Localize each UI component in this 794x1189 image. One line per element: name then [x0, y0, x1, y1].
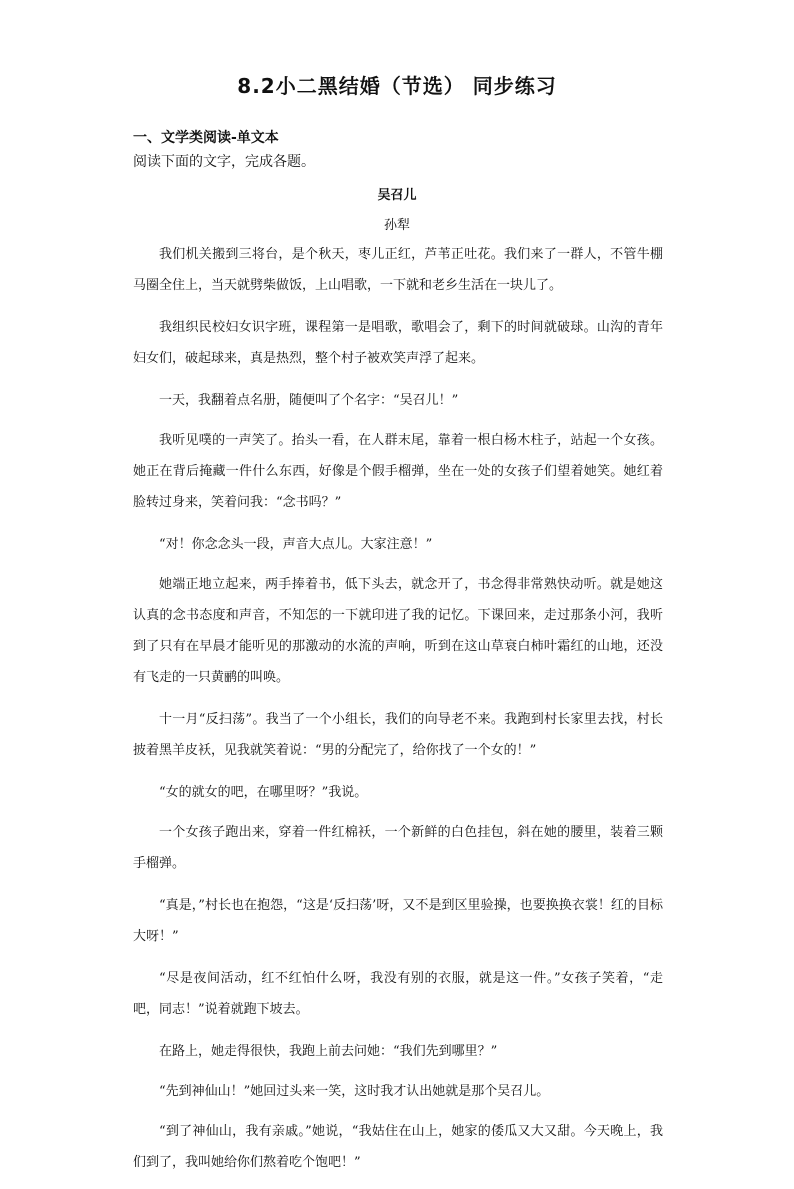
paragraph: 我听见噗的一声笑了。抬头一看，在人群末尾，靠着一根白杨木柱子，站起一个女孩。她正在背后掩藏一件什么东西，好像是个假手榴弹，坐在一处的女孩子们望着她笑。她红着脸转过身来，笑着问我：“念书吗？”: [133, 433, 663, 510]
paragraph: “先到神仙山！”她回过头来一笑，这时我才认出她就是那个吴召儿。: [159, 1084, 550, 1099]
paragraph: 一天，我翻着点名册，随便叫了个名字：“吴召儿！”: [159, 393, 459, 408]
paragraph: 我们机关搬到三将台，是个秋天，枣儿正红，芦苇正吐花。我们来了一群人，不管牛棚马圈全住上，当天就劈柴做饭，上山唱歌，一下就和老乡生活在一块儿了。: [133, 247, 663, 293]
paragraph: 在路上，她走得很快，我跑上前去问她：“我们先到哪里？”: [159, 1044, 498, 1059]
section-heading: 一、文学类阅读-单文本: [133, 130, 279, 146]
instruction-text: 阅读下面的文字，完成各题。: [133, 154, 315, 170]
paragraph: 我组织民校妇女识字班，课程第一是唱歌，歌唱会了，剩下的时间就破球。山沟的青年妇女们，破起球来，真是热烈，整个村子被欢笑声浮了起来。: [133, 320, 663, 366]
paragraph: 一个女孩子跑出来，穿着一件红棉袄，一个新鲜的白色挂包，斜在她的腰里，装着三颗手榴弹。: [133, 825, 663, 871]
document-title: 8.2小二黑结婚（节选） 同步练习: [237, 74, 557, 98]
paragraph: 她端正地立起来，两手捧着书，低下头去，就念开了，书念得非常熟快动听。就是她这认真的念书态度和声音，不知怎的一下就印进了我的记忆。下课回来，走过那条小河，我听到了只有在早晨才能听见的那激动的水流的声响，听到在这山草衰白柿叶霜红的山地，还没有飞走的一只黄鹂的叫唤。: [133, 577, 663, 685]
paragraph: 十一月“反扫荡”。我当了一个小组长，我们的向导老不来。我跑到村长家里去找，村长披着黑羊皮袄，见我就笑着说：“男的分配完了，给你找了一个女的！”: [133, 712, 663, 758]
paragraph: “到了神仙山，我有亲戚。”她说，“我姑住在山上，她家的倭瓜又大又甜。今天晚上，我们到了，我叫她给你们熬着吃个饱吧！”: [133, 1124, 663, 1170]
article-body: [133, 239, 663, 1189]
paragraph: “对！你念念头一段，声音大点儿。大家注意！”: [159, 537, 433, 552]
article-title: 吴召儿: [377, 188, 417, 203]
paragraph: “女的就女的吧，在哪里呀？”我说。: [159, 785, 368, 800]
paragraph: “真是，”村长也在抱怨，“这是‘反扫荡’呀，又不是到区里验操，也要换换衣裳！红的目标大呀！”: [133, 898, 663, 944]
paragraph: “尽是夜间活动，红不红怕什么呀，我没有别的衣服，就是这一件。”女孩子笑着，“走吧，同志！”说着就跑下坡去。: [133, 971, 663, 1017]
article-author: 孙犁: [383, 218, 410, 233]
